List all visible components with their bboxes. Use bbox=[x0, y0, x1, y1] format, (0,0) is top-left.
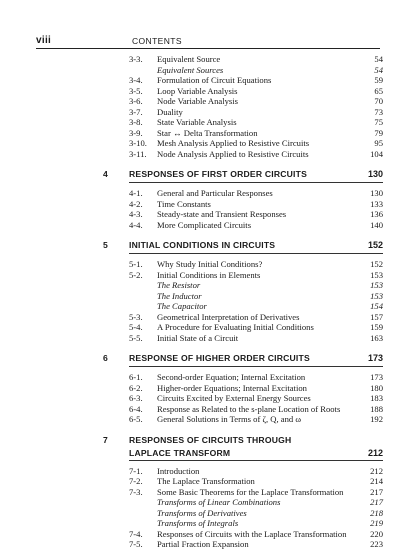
entry-title: The Inductor bbox=[157, 290, 202, 301]
toc-entry bbox=[0, 414, 416, 425]
entry-page: 218 bbox=[370, 507, 383, 518]
toc-entry bbox=[0, 404, 416, 415]
entry-title: Transforms of Linear Combinations bbox=[157, 497, 281, 507]
entry-page: 75 bbox=[374, 117, 383, 127]
chapter-rule bbox=[129, 460, 383, 461]
entry-title: The Resistor bbox=[157, 280, 201, 290]
entry-page: 173 bbox=[370, 372, 383, 382]
entry-title: The Capacitor bbox=[157, 301, 207, 311]
entry-title: Response as Related to the s-plane Location of Roots bbox=[157, 403, 341, 414]
table-of-contents bbox=[0, 54, 416, 550]
chapter-title: RESPONSE OF HIGHER ORDER CIRCUITS bbox=[129, 353, 310, 363]
entry-number: 7-3. bbox=[129, 486, 143, 497]
entry-title: Node Analysis Applied to Resistive Circuits bbox=[157, 148, 309, 159]
toc-subentry bbox=[0, 291, 416, 302]
entry-title: Introduction bbox=[157, 465, 200, 476]
entry-title: Circuits Excited by External Energy Sources bbox=[157, 393, 311, 403]
toc-entry bbox=[0, 333, 416, 344]
entry-title: State Variable Analysis bbox=[157, 117, 237, 127]
chapter-title: INITIAL CONDITIONS IN CIRCUITS bbox=[129, 240, 276, 250]
entry-page: 157 bbox=[370, 311, 383, 322]
entry-number: 3-10. bbox=[129, 138, 147, 148]
entry-page: 79 bbox=[374, 127, 383, 138]
chapter-page: 130 bbox=[367, 169, 383, 179]
entry-page: 153 bbox=[370, 290, 383, 301]
chapter-number: 4 bbox=[103, 169, 108, 179]
entry-number: 3-6. bbox=[129, 96, 143, 106]
toc-entry bbox=[0, 117, 416, 128]
entry-title: Steady-state and Transient Responses bbox=[157, 209, 287, 219]
header-rule bbox=[36, 48, 380, 49]
entry-title: Time Constants bbox=[157, 198, 211, 209]
chapter-page: 212 bbox=[367, 447, 383, 458]
toc-subentry bbox=[0, 508, 416, 519]
entry-number: 6-2. bbox=[129, 382, 143, 393]
entry-page: 180 bbox=[370, 382, 383, 393]
entry-page: 153 bbox=[370, 269, 383, 280]
entry-page: 188 bbox=[370, 403, 383, 414]
entry-number: 6-4. bbox=[129, 403, 143, 414]
entry-title: More Complicated Circuits bbox=[157, 219, 252, 230]
entry-number: 5-3. bbox=[129, 311, 143, 322]
toc-entry bbox=[0, 220, 416, 231]
entry-page: 159 bbox=[370, 322, 383, 332]
entry-page: 217 bbox=[370, 497, 383, 507]
entry-number: 4-1. bbox=[129, 188, 143, 198]
entry-page: 95 bbox=[374, 138, 383, 148]
entry-title: Mesh Analysis Applied to Resistive Circuits bbox=[157, 138, 310, 148]
entry-title: Initial State of a Circuit bbox=[157, 332, 239, 343]
chapter-rule bbox=[129, 253, 383, 254]
toc-subentry bbox=[0, 280, 416, 291]
entry-title: General Solutions in Terms of ζ, Q, and ω bbox=[157, 414, 302, 424]
entry-title: Loop Variable Analysis bbox=[157, 85, 238, 96]
entry-number: 3-9. bbox=[129, 127, 143, 138]
chapter-page: 173 bbox=[367, 353, 383, 363]
entry-number: 5-1. bbox=[129, 259, 143, 269]
entry-title: Responses of Circuits with the Laplace Transformation bbox=[157, 528, 347, 539]
chapter-number: 6 bbox=[103, 353, 108, 363]
toc-entry bbox=[0, 96, 416, 107]
entry-page: 212 bbox=[370, 465, 383, 476]
toc-entry bbox=[0, 199, 416, 210]
toc-entry bbox=[0, 149, 416, 160]
entry-number: 5-5. bbox=[129, 332, 143, 343]
toc-subentry bbox=[0, 497, 416, 508]
entry-number: 6-5. bbox=[129, 414, 143, 424]
entry-number: 3-8. bbox=[129, 117, 143, 127]
entry-title: Higher-order Equations; Internal Excitation bbox=[157, 382, 307, 393]
page-header bbox=[36, 35, 380, 49]
entry-title: Initial Conditions in Elements bbox=[157, 269, 261, 280]
entry-title: Equivalent Source bbox=[157, 54, 221, 64]
chapter-number: 7 bbox=[103, 434, 108, 445]
toc-entry bbox=[0, 383, 416, 394]
entry-page: 104 bbox=[370, 148, 383, 159]
entry-number: 4-3. bbox=[129, 209, 143, 219]
chapter-rule bbox=[129, 182, 383, 183]
page-number: viii bbox=[36, 35, 52, 46]
toc-entry bbox=[0, 75, 416, 86]
entry-number: 3-11. bbox=[129, 148, 147, 159]
entry-title: Duality bbox=[157, 106, 183, 117]
chapter-heading bbox=[0, 169, 416, 188]
entry-title: Partial Fraction Expansion bbox=[157, 539, 249, 549]
entry-page: 152 bbox=[370, 259, 383, 269]
toc-subentry bbox=[0, 518, 416, 529]
toc-entry bbox=[0, 86, 416, 97]
entry-page: 163 bbox=[370, 332, 383, 343]
entry-number: 4-2. bbox=[129, 198, 143, 209]
entry-title: Node Variable Analysis bbox=[157, 96, 238, 106]
toc-entry bbox=[0, 372, 416, 383]
entry-page: 183 bbox=[370, 393, 383, 403]
chapter-title: RESPONSES OF FIRST ORDER CIRCUITS bbox=[129, 169, 308, 179]
entry-title: Why Study Initial Conditions? bbox=[157, 259, 263, 269]
chapter-rule bbox=[129, 366, 383, 367]
entry-page: 217 bbox=[370, 486, 383, 497]
entry-number: 3-5. bbox=[129, 85, 143, 96]
entry-page: 219 bbox=[370, 518, 383, 528]
toc-subentry bbox=[0, 65, 416, 76]
entry-page: 223 bbox=[370, 539, 383, 549]
entry-number: 6-3. bbox=[129, 393, 143, 403]
entry-page: 220 bbox=[370, 528, 383, 539]
entry-page: 154 bbox=[370, 301, 383, 311]
toc-entry bbox=[0, 476, 416, 487]
entry-title: Formulation of Circuit Equations bbox=[157, 75, 272, 85]
entry-title: Star ↔ Delta Transformation bbox=[157, 127, 258, 138]
entry-page: 153 bbox=[370, 280, 383, 290]
chapter-heading bbox=[0, 353, 416, 372]
entry-number: 5-2. bbox=[129, 269, 143, 280]
entry-page: 54 bbox=[374, 54, 383, 64]
chapter-number: 5 bbox=[103, 240, 108, 250]
toc-entry bbox=[0, 188, 416, 199]
entry-title: Some Basic Theorems for the Laplace Transformation bbox=[157, 486, 344, 497]
entry-page: 73 bbox=[374, 106, 383, 117]
toc-entry bbox=[0, 259, 416, 270]
entry-page: 70 bbox=[374, 96, 383, 106]
entry-title: General and Particular Responses bbox=[157, 188, 273, 198]
entry-page: 140 bbox=[370, 219, 383, 230]
entry-title: Transforms of Integrals bbox=[157, 518, 239, 528]
entry-page: 214 bbox=[370, 476, 383, 486]
toc-entry bbox=[0, 128, 416, 139]
entry-number: 5-4. bbox=[129, 322, 143, 332]
toc-entry bbox=[0, 270, 416, 281]
toc-entry bbox=[0, 322, 416, 333]
chapter-page: 152 bbox=[367, 240, 383, 250]
entry-number: 7-4. bbox=[129, 528, 143, 539]
entry-page: 133 bbox=[370, 198, 383, 209]
chapter-title: RESPONSES OF CIRCUITS THROUGH bbox=[129, 434, 292, 445]
entry-number: 7-5. bbox=[129, 539, 143, 549]
entry-number: 6-1. bbox=[129, 372, 143, 382]
entry-number: 3-3. bbox=[129, 54, 143, 64]
entry-page: 59 bbox=[374, 75, 383, 85]
entry-page: 192 bbox=[370, 414, 383, 424]
entry-number: 3-4. bbox=[129, 75, 143, 85]
entry-title: Equivalent Sources bbox=[157, 64, 224, 75]
chapter-heading bbox=[0, 435, 416, 466]
entry-number: 7-2. bbox=[129, 476, 143, 486]
toc-entry bbox=[0, 138, 416, 149]
toc-entry bbox=[0, 529, 416, 540]
entry-number: 4-4. bbox=[129, 219, 143, 230]
toc-entry bbox=[0, 487, 416, 498]
entry-page: 136 bbox=[370, 209, 383, 219]
entry-page: 65 bbox=[374, 85, 383, 96]
toc-entry bbox=[0, 393, 416, 404]
entry-title: The Laplace Transformation bbox=[157, 476, 255, 486]
running-title: CONTENTS bbox=[132, 36, 182, 46]
toc-entry bbox=[0, 466, 416, 477]
entry-title: Second-order Equation; Internal Excitation bbox=[157, 372, 306, 382]
entry-number: 3-7. bbox=[129, 106, 143, 117]
toc-entry bbox=[0, 539, 416, 550]
toc-entry bbox=[0, 312, 416, 323]
entry-title: Transforms of Derivatives bbox=[157, 507, 247, 518]
entry-number: 7-1. bbox=[129, 465, 143, 476]
toc-entry bbox=[0, 107, 416, 118]
chapter-heading bbox=[0, 240, 416, 259]
toc-entry bbox=[0, 209, 416, 220]
toc-subentry bbox=[0, 301, 416, 312]
entry-page: 130 bbox=[370, 188, 383, 198]
entry-title: A Procedure for Evaluating Initial Conditions bbox=[157, 322, 314, 332]
entry-page: 54 bbox=[374, 64, 383, 75]
toc-entry bbox=[0, 54, 416, 65]
chapter-title-line2: LAPLACE TRANSFORM bbox=[129, 447, 231, 458]
entry-title: Geometrical Interpretation of Derivatives bbox=[157, 311, 300, 322]
